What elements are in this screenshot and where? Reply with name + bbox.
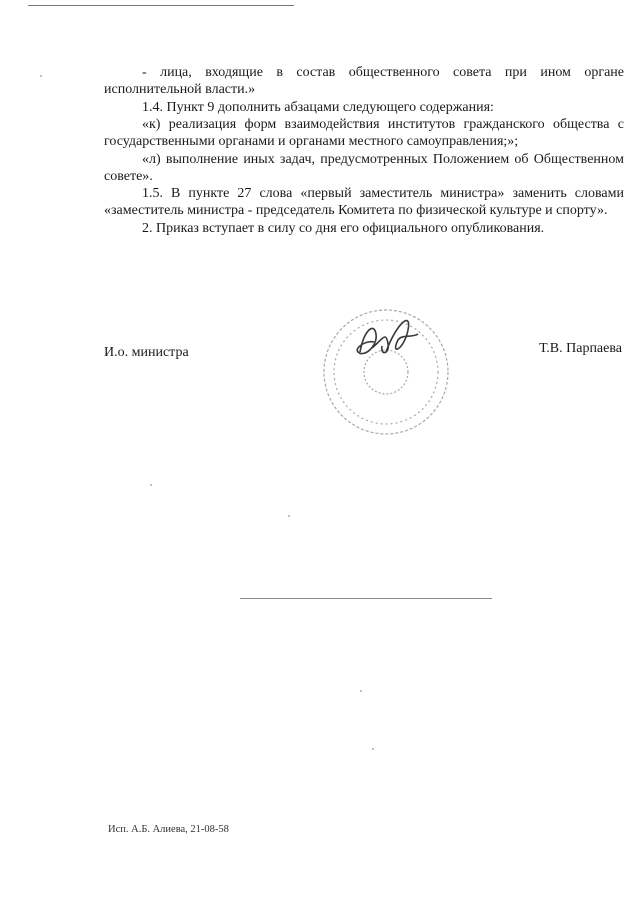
signer-name: Т.В. Парпаева — [539, 341, 622, 356]
handwritten-signature — [357, 321, 418, 354]
scan-speck — [360, 690, 362, 692]
executor-note: Исп. А.Б. Алиева, 21-08-58 — [108, 824, 229, 835]
separator-rule — [240, 598, 492, 599]
header-rule — [28, 5, 294, 6]
paragraph-clause-2: 2. Приказ вступает в силу со дня его официального опубликования. — [142, 220, 545, 236]
scan-speck — [150, 484, 152, 486]
paragraph-list-item: - лица, входящие в состав общественного совета при ином органе исполнительной власти.» — [104, 65, 624, 97]
signer-position: И.о. министра — [104, 345, 189, 360]
document-body — [104, 64, 624, 237]
paragraph-item-l: «л) выполнение иных задач, предусмотренных Положением об Общественном совете». — [104, 151, 624, 184]
official-seal-stamp — [316, 300, 456, 440]
scan-speck — [40, 75, 42, 77]
paragraph-clause-1-5: 1.5. В пункте 27 слова «первый заместитель министра» заменить словами «заместитель министра - председатель Комитета по физической культуре и спорту». — [104, 186, 624, 218]
paragraph-clause-1-4: 1.4. Пункт 9 дополнить абзацами следующего содержания: — [142, 99, 494, 115]
scan-speck — [288, 515, 290, 517]
scan-speck — [372, 748, 374, 750]
paragraph-item-k: «к) реализация форм взаимодействия институтов гражданского общества с государственными органами и органами местного самоуправления;»; — [104, 117, 624, 149]
